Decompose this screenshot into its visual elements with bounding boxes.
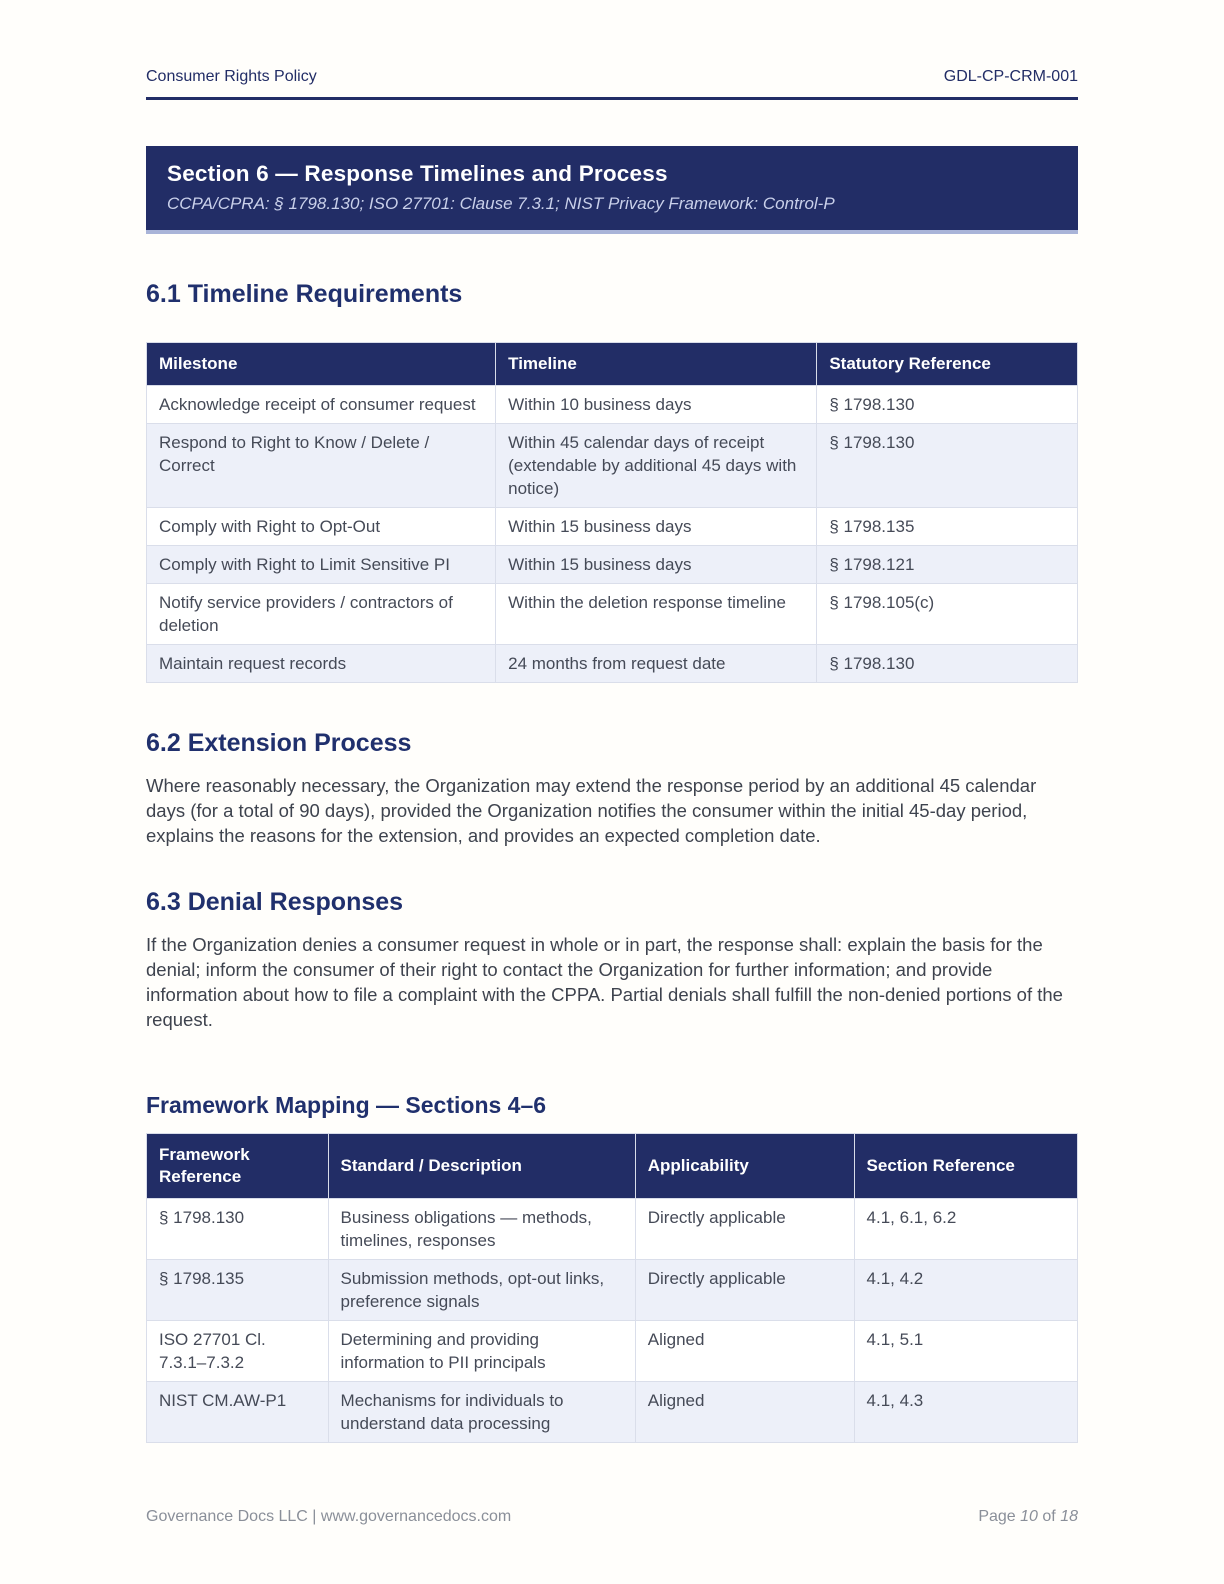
section-banner-title: Section 6 — Response Timelines and Process (167, 161, 668, 186)
column-header-milestone: Milestone (147, 343, 496, 386)
table-row (147, 386, 1078, 424)
table-cell: § 1798.135 (147, 1260, 329, 1321)
table-cell: Notify service providers / contractors of deletion (147, 584, 496, 645)
table-cell: ISO 27701 Cl. 7.3.1–7.3.2 (147, 1321, 329, 1382)
table-cell: § 1798.121 (817, 546, 1078, 584)
footer-page-total: 18 (1060, 1508, 1078, 1525)
table-cell: Aligned (635, 1321, 854, 1382)
table-cell: § 1798.130 (817, 386, 1078, 424)
footer-of-word: of (1042, 1508, 1056, 1525)
table-cell: Within 10 business days (496, 386, 817, 424)
column-header-section-reference: Section Reference (854, 1134, 1077, 1199)
table-row (147, 1321, 1078, 1382)
framework-mapping-table (146, 1133, 1078, 1443)
heading-6-2: 6.2 Extension Process (146, 729, 412, 757)
table-cell: § 1798.105(c) (817, 584, 1078, 645)
table-cell: Within 15 business days (496, 508, 817, 546)
table-cell: Directly applicable (635, 1199, 854, 1260)
running-footer (146, 1508, 1078, 1526)
paragraph-denial-responses: If the Organization denies a consumer request in whole or in part, the response shall: explain the basis for the denial; inform the consumer of their right to contact the Organization for further information; and provide information about how to file a complaint with the CPPA. Partial denials shall fulfill the non-denied portions of the request. (146, 934, 1063, 1030)
footer-page-word: Page (978, 1508, 1016, 1525)
table-cell: Mechanisms for individuals to understand data processing (328, 1382, 635, 1443)
table-cell: 4.1, 6.1, 6.2 (854, 1199, 1077, 1260)
document-title: Consumer Rights Policy (146, 68, 317, 85)
section-banner (146, 146, 1078, 234)
section-banner-subtitle: CCPA/CPRA: § 1798.130; ISO 27701: Clause 7.3.1; NIST Privacy Framework: Control-P (167, 194, 835, 213)
table-cell: Directly applicable (635, 1260, 854, 1321)
table-cell: 4.1, 4.2 (854, 1260, 1077, 1321)
table-cell: Comply with Right to Limit Sensitive PI (147, 546, 496, 584)
table-header-row (147, 343, 1078, 386)
table-cell: 4.1, 5.1 (854, 1321, 1077, 1382)
table-cell: Business obligations — methods, timelines, responses (328, 1199, 635, 1260)
footer-page-number: 10 (1020, 1508, 1038, 1525)
table-cell: Acknowledge receipt of consumer request (147, 386, 496, 424)
table-cell: 24 months from request date (496, 645, 817, 683)
heading-framework-mapping: Framework Mapping — Sections 4–6 (146, 1092, 547, 1118)
table-cell: § 1798.130 (817, 645, 1078, 683)
column-header-applicability: Applicability (635, 1134, 854, 1199)
footer-page-indicator (978, 1508, 1078, 1526)
table-cell: Within 15 business days (496, 546, 817, 584)
document-id: GDL-CP-CRM-001 (943, 68, 1078, 85)
table-row (147, 1199, 1078, 1260)
table-row (147, 546, 1078, 584)
table-cell: § 1798.130 (817, 424, 1078, 508)
table-row (147, 508, 1078, 546)
table-cell: Maintain request records (147, 645, 496, 683)
column-header-framework-reference: Framework Reference (147, 1134, 329, 1199)
table-cell: Determining and providing information to PII principals (328, 1321, 635, 1382)
table-row (147, 645, 1078, 683)
timeline-requirements-table (146, 342, 1078, 683)
running-header (146, 68, 1078, 100)
table-row (147, 1382, 1078, 1443)
paragraph-extension-process: Where reasonably necessary, the Organization may extend the response period by an additional 45 calendar days (for a total of 90 days), provided the Organization notifies the consumer within the initial 45-day period, explains the reasons for the extension, and provides an expected completion date. (146, 775, 1037, 846)
table-cell: Within the deletion response timeline (496, 584, 817, 645)
table-cell: NIST CM.AW-P1 (147, 1382, 329, 1443)
table-cell: Within 45 calendar days of receipt (extendable by additional 45 days with notice) (496, 424, 817, 508)
table-cell: § 1798.135 (817, 508, 1078, 546)
heading-6-1: 6.1 Timeline Requirements (146, 280, 463, 308)
table-header-row (147, 1134, 1078, 1199)
table-row (147, 1260, 1078, 1321)
column-header-standard-description: Standard / Description (328, 1134, 635, 1199)
footer-company: Governance Docs LLC | www.governancedocs.com (146, 1508, 512, 1525)
column-header-timeline: Timeline (496, 343, 817, 386)
table-cell: Submission methods, opt-out links, preference signals (328, 1260, 635, 1321)
table-row (147, 424, 1078, 508)
table-cell: § 1798.130 (147, 1199, 329, 1260)
table-cell: Respond to Right to Know / Delete / Correct (147, 424, 496, 508)
column-header-statutory-reference: Statutory Reference (817, 343, 1078, 386)
table-cell: Aligned (635, 1382, 854, 1443)
table-row (147, 584, 1078, 645)
table-cell: Comply with Right to Opt-Out (147, 508, 496, 546)
table-cell: 4.1, 4.3 (854, 1382, 1077, 1443)
heading-6-3: 6.3 Denial Responses (146, 888, 404, 916)
